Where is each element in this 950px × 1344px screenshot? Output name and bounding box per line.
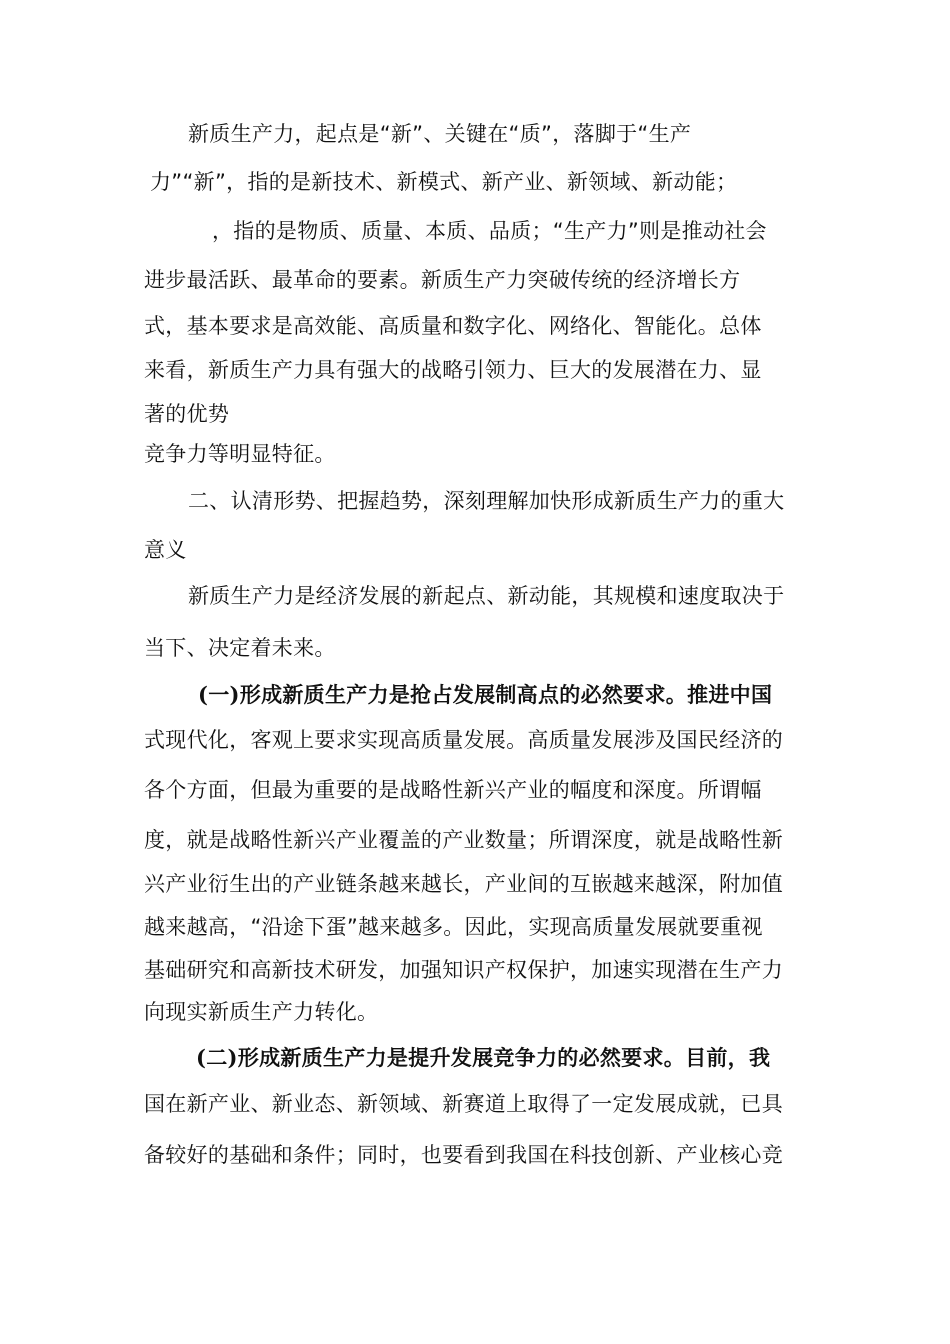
text-line: 式，基本要求是高效能、高质量和数字化、网络化、智能化。总体 xyxy=(144,314,762,338)
text-line: 当下、决定着未来。 xyxy=(144,636,336,660)
text-line: 著的优势 xyxy=(144,402,230,426)
section-heading: 意义 xyxy=(144,538,187,562)
text-line: 新质生产力，起点是“新”、关键在“质”，落脚于“生产 xyxy=(188,122,692,146)
text-line: 竞争力等明显特征。 xyxy=(144,442,336,466)
text-line: 备较好的基础和条件；同时，也要看到我国在科技创新、产业核心竞 xyxy=(144,1143,783,1167)
text-line: 越来越高，“沿途下蛋”越来越多。因此，实现高质量发展就要重视 xyxy=(144,915,763,939)
subsection-heading: (二)形成新质生产力是提升发展竞争力的必然要求。目前，我 xyxy=(196,1045,771,1070)
text-line: 国在新产业、新业态、新领域、新赛道上取得了一定发展成就，已具 xyxy=(144,1092,783,1116)
section-heading: 二、认清形势、把握趋势，深刻理解加快形成新质生产力的重大 xyxy=(188,489,785,513)
text-line: 来看，新质生产力具有强大的战略引领力、巨大的发展潜在力、显 xyxy=(144,358,762,382)
text-line: 向现实新质生产力转化。 xyxy=(144,1000,379,1024)
text-line: 力”“新”，指的是新技术、新模式、新产业、新领域、新动能； xyxy=(150,170,738,194)
text-line: ，指的是物质、质量、本质、品质；“生产力”则是推动社会 xyxy=(212,219,767,243)
text-line: 度，就是战略性新兴产业覆盖的产业数量；所谓深度，就是战略性新 xyxy=(144,828,783,852)
text-line: 各个方面，但最为重要的是战略性新兴产业的幅度和深度。所谓幅 xyxy=(144,778,762,802)
text-line: 式现代化，客观上要求实现高质量发展。高质量发展涉及国民经济的 xyxy=(144,728,783,752)
text-line: 进步最活跃、最革命的要素。新质生产力突破传统的经济增长方 xyxy=(144,268,741,292)
subsection-heading: (一)形成新质生产力是抢占发展制高点的必然要求。推进中国 xyxy=(198,682,773,707)
text-line: 新质生产力是经济发展的新起点、新动能，其规模和速度取决于 xyxy=(188,584,785,608)
text-line: 兴产业衍生出的产业链条越来越长，产业间的互嵌越来越深，附加值 xyxy=(144,872,783,896)
text-line: 基础研究和高新技术研发，加强知识产权保护，加速实现潜在生产力 xyxy=(144,958,783,982)
